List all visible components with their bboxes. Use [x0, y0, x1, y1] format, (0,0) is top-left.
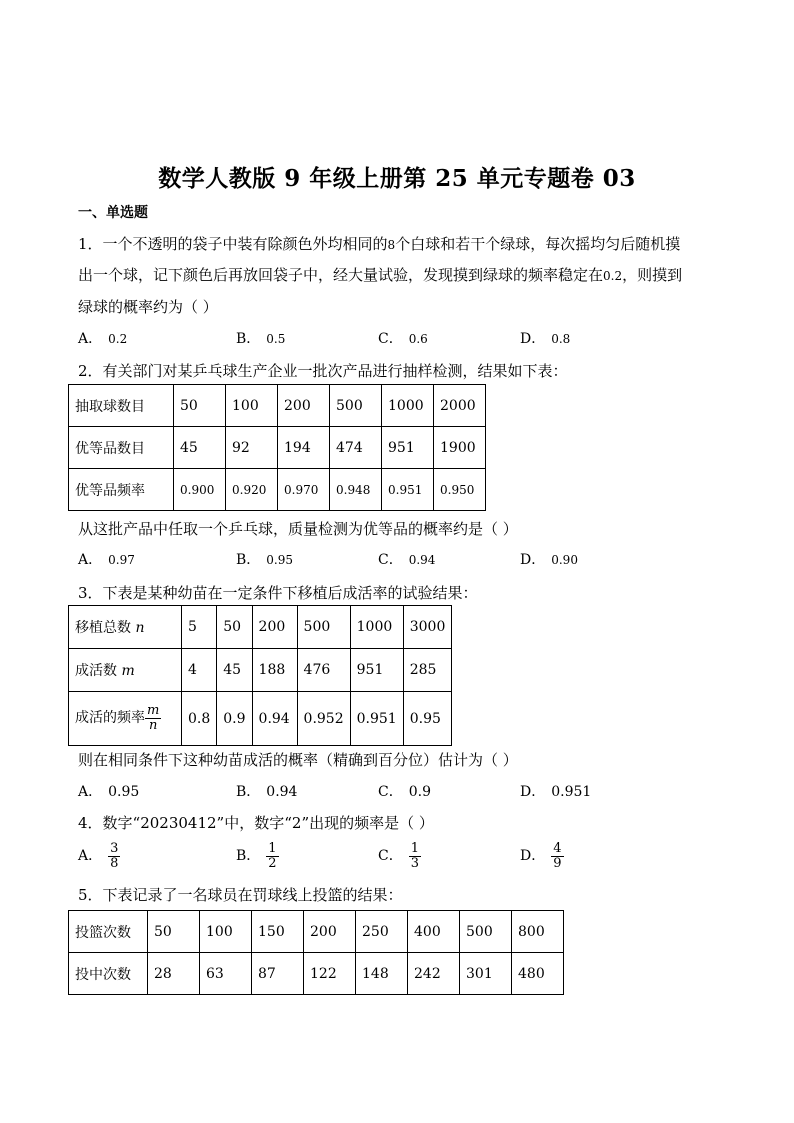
option-value: 0.5: [266, 332, 286, 346]
table-cell: 194: [278, 427, 330, 469]
table-cell: 951: [350, 649, 403, 692]
option-letter: C．: [378, 784, 403, 800]
q3-option-b[interactable]: [236, 781, 297, 801]
table-cell: 500: [330, 385, 382, 427]
table-row: [69, 649, 452, 692]
option-letter: B．: [236, 784, 261, 800]
table-row: [69, 911, 564, 953]
q3-question: 则在相同条件下这种幼苗成活的概率（精确到百分位）估计为（ ）: [78, 751, 518, 769]
section-heading: 一、单选题: [78, 205, 148, 221]
option-fraction: [108, 842, 120, 870]
option-fraction: [409, 842, 421, 870]
table-cell: 480: [512, 953, 564, 995]
table-cell: 188: [252, 649, 297, 692]
fraction-denominator: n: [148, 718, 158, 733]
row-variable: n: [135, 620, 145, 636]
option-value: 0.97: [108, 553, 135, 567]
table-cell: 0.900: [174, 469, 226, 511]
q2-option-b[interactable]: [236, 549, 293, 569]
fraction-numerator: 3: [110, 841, 119, 856]
q1-text-d: ，则摸到: [622, 266, 683, 284]
q4-option-a[interactable]: [78, 842, 120, 870]
option-value: 0.90: [551, 553, 578, 567]
table-cell: 301: [460, 953, 512, 995]
table-cell: 优等品数目: [69, 427, 174, 469]
option-letter: C．: [378, 331, 403, 347]
q3-option-d[interactable]: [520, 781, 591, 801]
table-cell: 92: [226, 427, 278, 469]
table-cell: 200: [304, 911, 356, 953]
q1-option-b[interactable]: [236, 328, 285, 348]
option-letter: A．: [78, 848, 103, 865]
table-cell: 148: [356, 953, 408, 995]
table-cell: 100: [226, 385, 278, 427]
q3-table: [68, 605, 452, 746]
table-cell: 1000: [350, 606, 403, 649]
fraction-denominator: 9: [553, 855, 562, 871]
table-cell: 200: [278, 385, 330, 427]
table-cell: 122: [304, 953, 356, 995]
table-cell: [69, 649, 182, 692]
table-cell: 0.952: [297, 692, 350, 746]
table-cell: [69, 692, 182, 746]
table-row: [69, 469, 486, 511]
q1-line-1: [78, 233, 680, 254]
table-cell: 800: [512, 911, 564, 953]
option-fraction: [266, 842, 278, 870]
q3-option-c[interactable]: [378, 781, 431, 801]
option-letter: B．: [236, 331, 261, 347]
q2-table: [68, 384, 486, 511]
q4-question: 4．数字“20230412”中，数字“2”出现的频率是（ ）: [78, 814, 434, 832]
option-value: 0.6: [408, 332, 428, 346]
fraction-numerator: 1: [410, 841, 419, 856]
q3-intro: 3．下表是某种幼苗在一定条件下移植后成活率的试验结果：: [78, 584, 478, 602]
option-value: 0.95: [266, 553, 294, 567]
option-value: 0.9: [408, 784, 431, 800]
table-cell: 1900: [434, 427, 486, 469]
q1-number-8: 8: [387, 238, 396, 252]
table-cell: 951: [382, 427, 434, 469]
option-value: 0.951: [551, 784, 592, 800]
table-cell: 63: [200, 953, 252, 995]
q1-text-b: 个白球和若干个绿球，每次摇均匀后随机摸: [395, 235, 681, 253]
table-cell: 0.8: [182, 692, 217, 746]
fraction-numerator: 4: [553, 841, 562, 856]
fraction-numerator: m: [147, 703, 160, 719]
table-cell: 200: [252, 606, 297, 649]
table-cell: 2000: [434, 385, 486, 427]
q2-intro: 2．有关部门对某乒乓球生产企业一批次产品进行抽样检测，结果如下表：: [78, 362, 568, 380]
option-letter: C．: [378, 848, 403, 865]
q1-option-a[interactable]: [78, 328, 127, 348]
option-fraction: [551, 842, 563, 870]
row-label: 移植总数: [75, 620, 131, 636]
option-letter: D．: [520, 848, 546, 865]
page-title: 数学人教版 9 年级上册第 25 单元专题卷 03: [158, 165, 636, 192]
option-value: 0.94: [266, 784, 298, 800]
table-cell: 45: [217, 649, 252, 692]
option-letter: D．: [520, 784, 546, 800]
option-value: 0.8: [551, 332, 571, 346]
table-cell: 0.951: [350, 692, 403, 746]
table-cell: 500: [297, 606, 350, 649]
option-value: 0.2: [108, 332, 128, 346]
table-cell: 87: [252, 953, 304, 995]
table-cell: 0.970: [278, 469, 330, 511]
option-letter: A．: [78, 331, 103, 347]
option-letter: A．: [78, 552, 103, 568]
q1-text-c: 出一个球，记下颜色后再放回袋子中，经大量试验，发现摸到绿球的频率稳定在: [78, 266, 604, 284]
table-cell: 0.951: [382, 469, 434, 511]
option-letter: D．: [520, 552, 546, 568]
table-cell: 285: [403, 649, 452, 692]
table-cell: [69, 606, 182, 649]
table-cell: 100: [200, 911, 252, 953]
table-cell: 50: [217, 606, 252, 649]
q1-line-3: 绿球的概率约为（ ）: [78, 298, 218, 316]
option-letter: C．: [378, 552, 403, 568]
table-cell: 476: [297, 649, 350, 692]
q2-option-d[interactable]: [520, 549, 578, 569]
row-variable: m: [121, 663, 135, 679]
table-row: [69, 606, 452, 649]
table-cell: 0.94: [252, 692, 297, 746]
row-label: 成活数: [75, 663, 117, 679]
option-value: 0.95: [108, 784, 140, 800]
q1-number-0-2: 0.2: [603, 269, 623, 283]
table-cell: 45: [174, 427, 226, 469]
table-cell: 优等品频率: [69, 469, 174, 511]
table-cell: 242: [408, 953, 460, 995]
table-row: [69, 953, 564, 995]
fraction-m-over-n: [145, 704, 161, 732]
table-cell: 0.95: [403, 692, 452, 746]
fraction-denominator: 8: [110, 855, 119, 871]
fraction-denominator: 2: [268, 855, 277, 871]
table-cell: 0.950: [434, 469, 486, 511]
table-cell: 5: [182, 606, 217, 649]
table-cell: 250: [356, 911, 408, 953]
table-cell: 投篮次数: [69, 911, 148, 953]
option-letter: B．: [236, 552, 261, 568]
table-row: [69, 692, 452, 746]
table-cell: 474: [330, 427, 382, 469]
table-cell: 28: [148, 953, 200, 995]
table-cell: 0.920: [226, 469, 278, 511]
table-cell: 投中次数: [69, 953, 148, 995]
option-value: 0.94: [408, 553, 436, 567]
q5-table: [68, 910, 564, 995]
table-cell: 150: [252, 911, 304, 953]
table-cell: 50: [148, 911, 200, 953]
table-cell: 抽取球数目: [69, 385, 174, 427]
q4-option-d[interactable]: [520, 842, 564, 870]
table-cell: 50: [174, 385, 226, 427]
option-letter: D．: [520, 331, 546, 347]
option-letter: A．: [78, 784, 103, 800]
table-row: [69, 427, 486, 469]
row-label: 成活的频率: [75, 710, 145, 727]
q1-text-a: 1．一个不透明的袋子中装有除颜色外均相同的: [78, 235, 388, 253]
q1-option-d[interactable]: [520, 328, 570, 348]
q2-option-c[interactable]: [378, 549, 435, 569]
q5-intro: 5．下表记录了一名球员在罚球线上投篮的结果：: [78, 886, 403, 904]
q2-option-a[interactable]: [78, 549, 135, 569]
table-cell: 1000: [382, 385, 434, 427]
q2-question: 从这批产品中任取一个乒乓球，质量检测为优等品的概率约是（ ）: [78, 520, 518, 538]
table-cell: 0.948: [330, 469, 382, 511]
table-cell: 3000: [403, 606, 452, 649]
table-cell: 500: [460, 911, 512, 953]
table-cell: 400: [408, 911, 460, 953]
q1-line-2: [78, 264, 682, 285]
q4-option-b[interactable]: [236, 842, 279, 870]
fraction-denominator: 3: [410, 855, 419, 871]
table-row: [69, 385, 486, 427]
q3-option-a[interactable]: [78, 781, 139, 801]
table-cell: 4: [182, 649, 217, 692]
q4-option-c[interactable]: [378, 842, 421, 870]
q1-option-c[interactable]: [378, 328, 428, 348]
table-cell: 0.9: [217, 692, 252, 746]
fraction-numerator: 1: [268, 841, 277, 856]
option-letter: B．: [236, 848, 261, 865]
